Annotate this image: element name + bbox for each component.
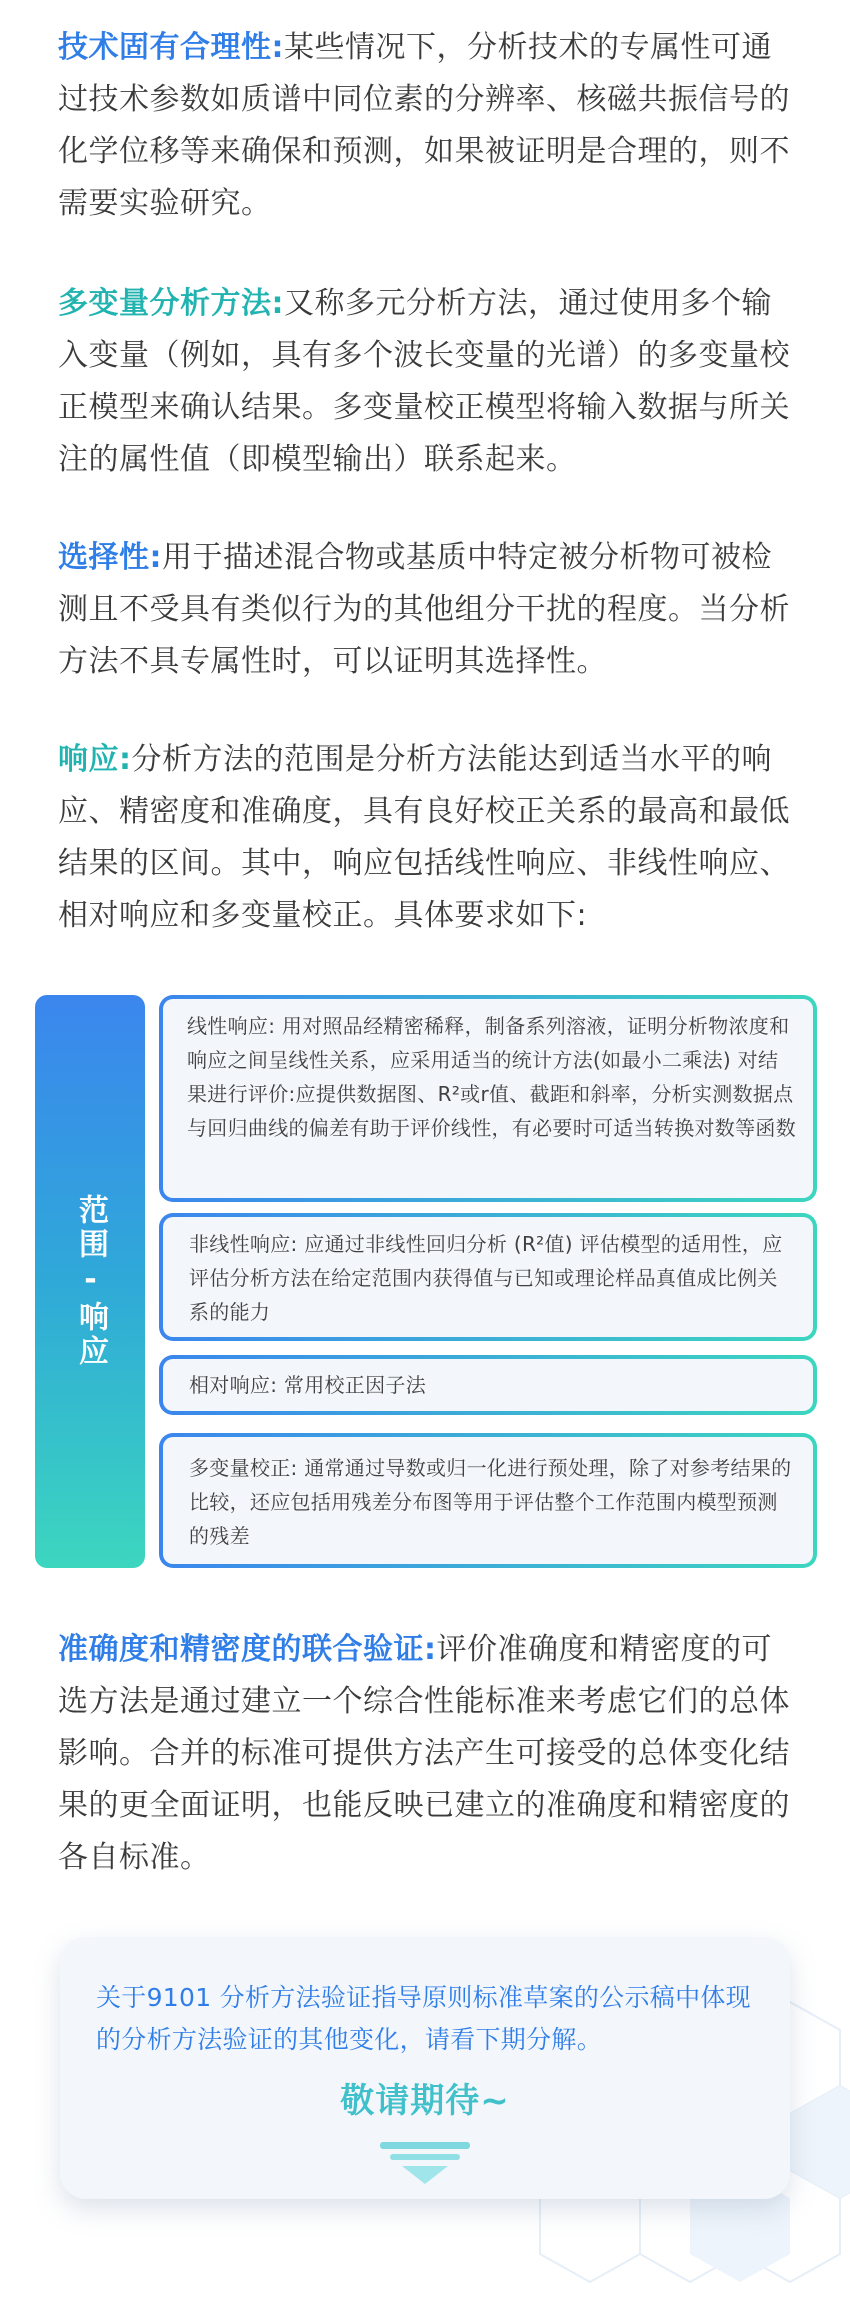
range-response-label-bar [35, 995, 145, 1568]
term-selectivity: 选择性: [58, 540, 162, 575]
nonlinear-response-text: 非线性响应: 应通过非线性回归分析 (R²值) 评估模型的适用性，应评估分析方法在给定范围内获得值与已知或理论样品真值成比例关系的能力 [189, 1232, 783, 1324]
paragraph-technical-rationale [58, 22, 798, 230]
term-response: 响应: [58, 742, 132, 777]
notice-text: 关于9101 分析方法验证指导原则标准草案的公示稿中体现的分析方法验证的其他变化，请看下期分解。 [96, 1983, 751, 2054]
linear-response-text: 线性响应: 用对照品经精密稀释，制备系列溶液，证明分析物浓度和响应之间呈线性关系，应采用适当的统计方法(如最小二乘法) 对结果进行评价:应提供数据图、R²或r值、截距和斜率，分析实测数据点与回归曲线的偏差有助于评价线性，有必要时可适当转换对数等函数 [187, 1014, 796, 1140]
paragraph-accuracy-precision [58, 1624, 798, 1884]
paragraph-response [58, 734, 798, 942]
paragraph-body: 评价准确度和精密度的可选方法是通过建立一个综合性能标准来考虑它们的总体影响。合并的标准可提供方法产生可接受的总体变化结果的更全面证明，也能反映已建立的准确度和精密度的各自标准。 [58, 1632, 790, 1875]
range-response-diagram [35, 995, 817, 1568]
paragraph-body: 用于描述混合物或基质中特定被分析物可被检测且不受具有类似行为的其他组分干扰的程度。当分析方法不具专属性时，可以证明其选择性。 [58, 540, 790, 679]
paragraph-body: 分析方法的范围是分析方法能达到适当水平的响应、精密度和准确度，具有良好校正关系的最高和最低结果的区间。其中，响应包括线性响应、非线性响应、相对响应和多变量校正。具体要求如下: [58, 742, 790, 933]
term-accuracy-precision: 准确度和精密度的联合验证: [58, 1632, 437, 1667]
term-multivariate-method: 多变量分析方法: [58, 286, 284, 321]
paragraph-body: 又称多元分析方法，通过使用多个输入变量（例如，具有多个波长变量的光谱）的多变量校正模型来确认结果。多变量校正模型将输入数据与所关注的属性值（即模型输出）联系起来。 [58, 286, 790, 477]
relative-response-box [159, 1355, 817, 1415]
relative-response-text: 相对响应: 常用校正因子法 [189, 1373, 426, 1397]
stay-tuned-heading: 敬请期待~ [340, 2081, 510, 2121]
multivariate-calibration-text: 多变量校正: 通常通过导数或归一化进行预处理，除了对参考结果的比较，还应包括用残差分布图等用于评估整个工作范围内模型预测的残差 [189, 1456, 792, 1548]
down-arrow-icon [380, 2142, 470, 2186]
range-response-label: 范围-响应 [73, 1194, 108, 1369]
multivariate-calibration-box [159, 1433, 817, 1568]
term-technical-rationale: 技术固有合理性: [58, 30, 284, 65]
nonlinear-response-box [159, 1213, 817, 1341]
paragraph-body: 某些情况下，分析技术的专属性可通过技术参数如质谱中同位素的分辨率、核磁共振信号的化学位移等来确保和预测，如果被证明是合理的，则不需要实验研究。 [58, 30, 790, 221]
paragraph-selectivity [58, 532, 798, 688]
next-issue-notice-card [60, 1937, 790, 2199]
linear-response-box [159, 995, 817, 1202]
paragraph-multivariate-method [58, 278, 798, 486]
